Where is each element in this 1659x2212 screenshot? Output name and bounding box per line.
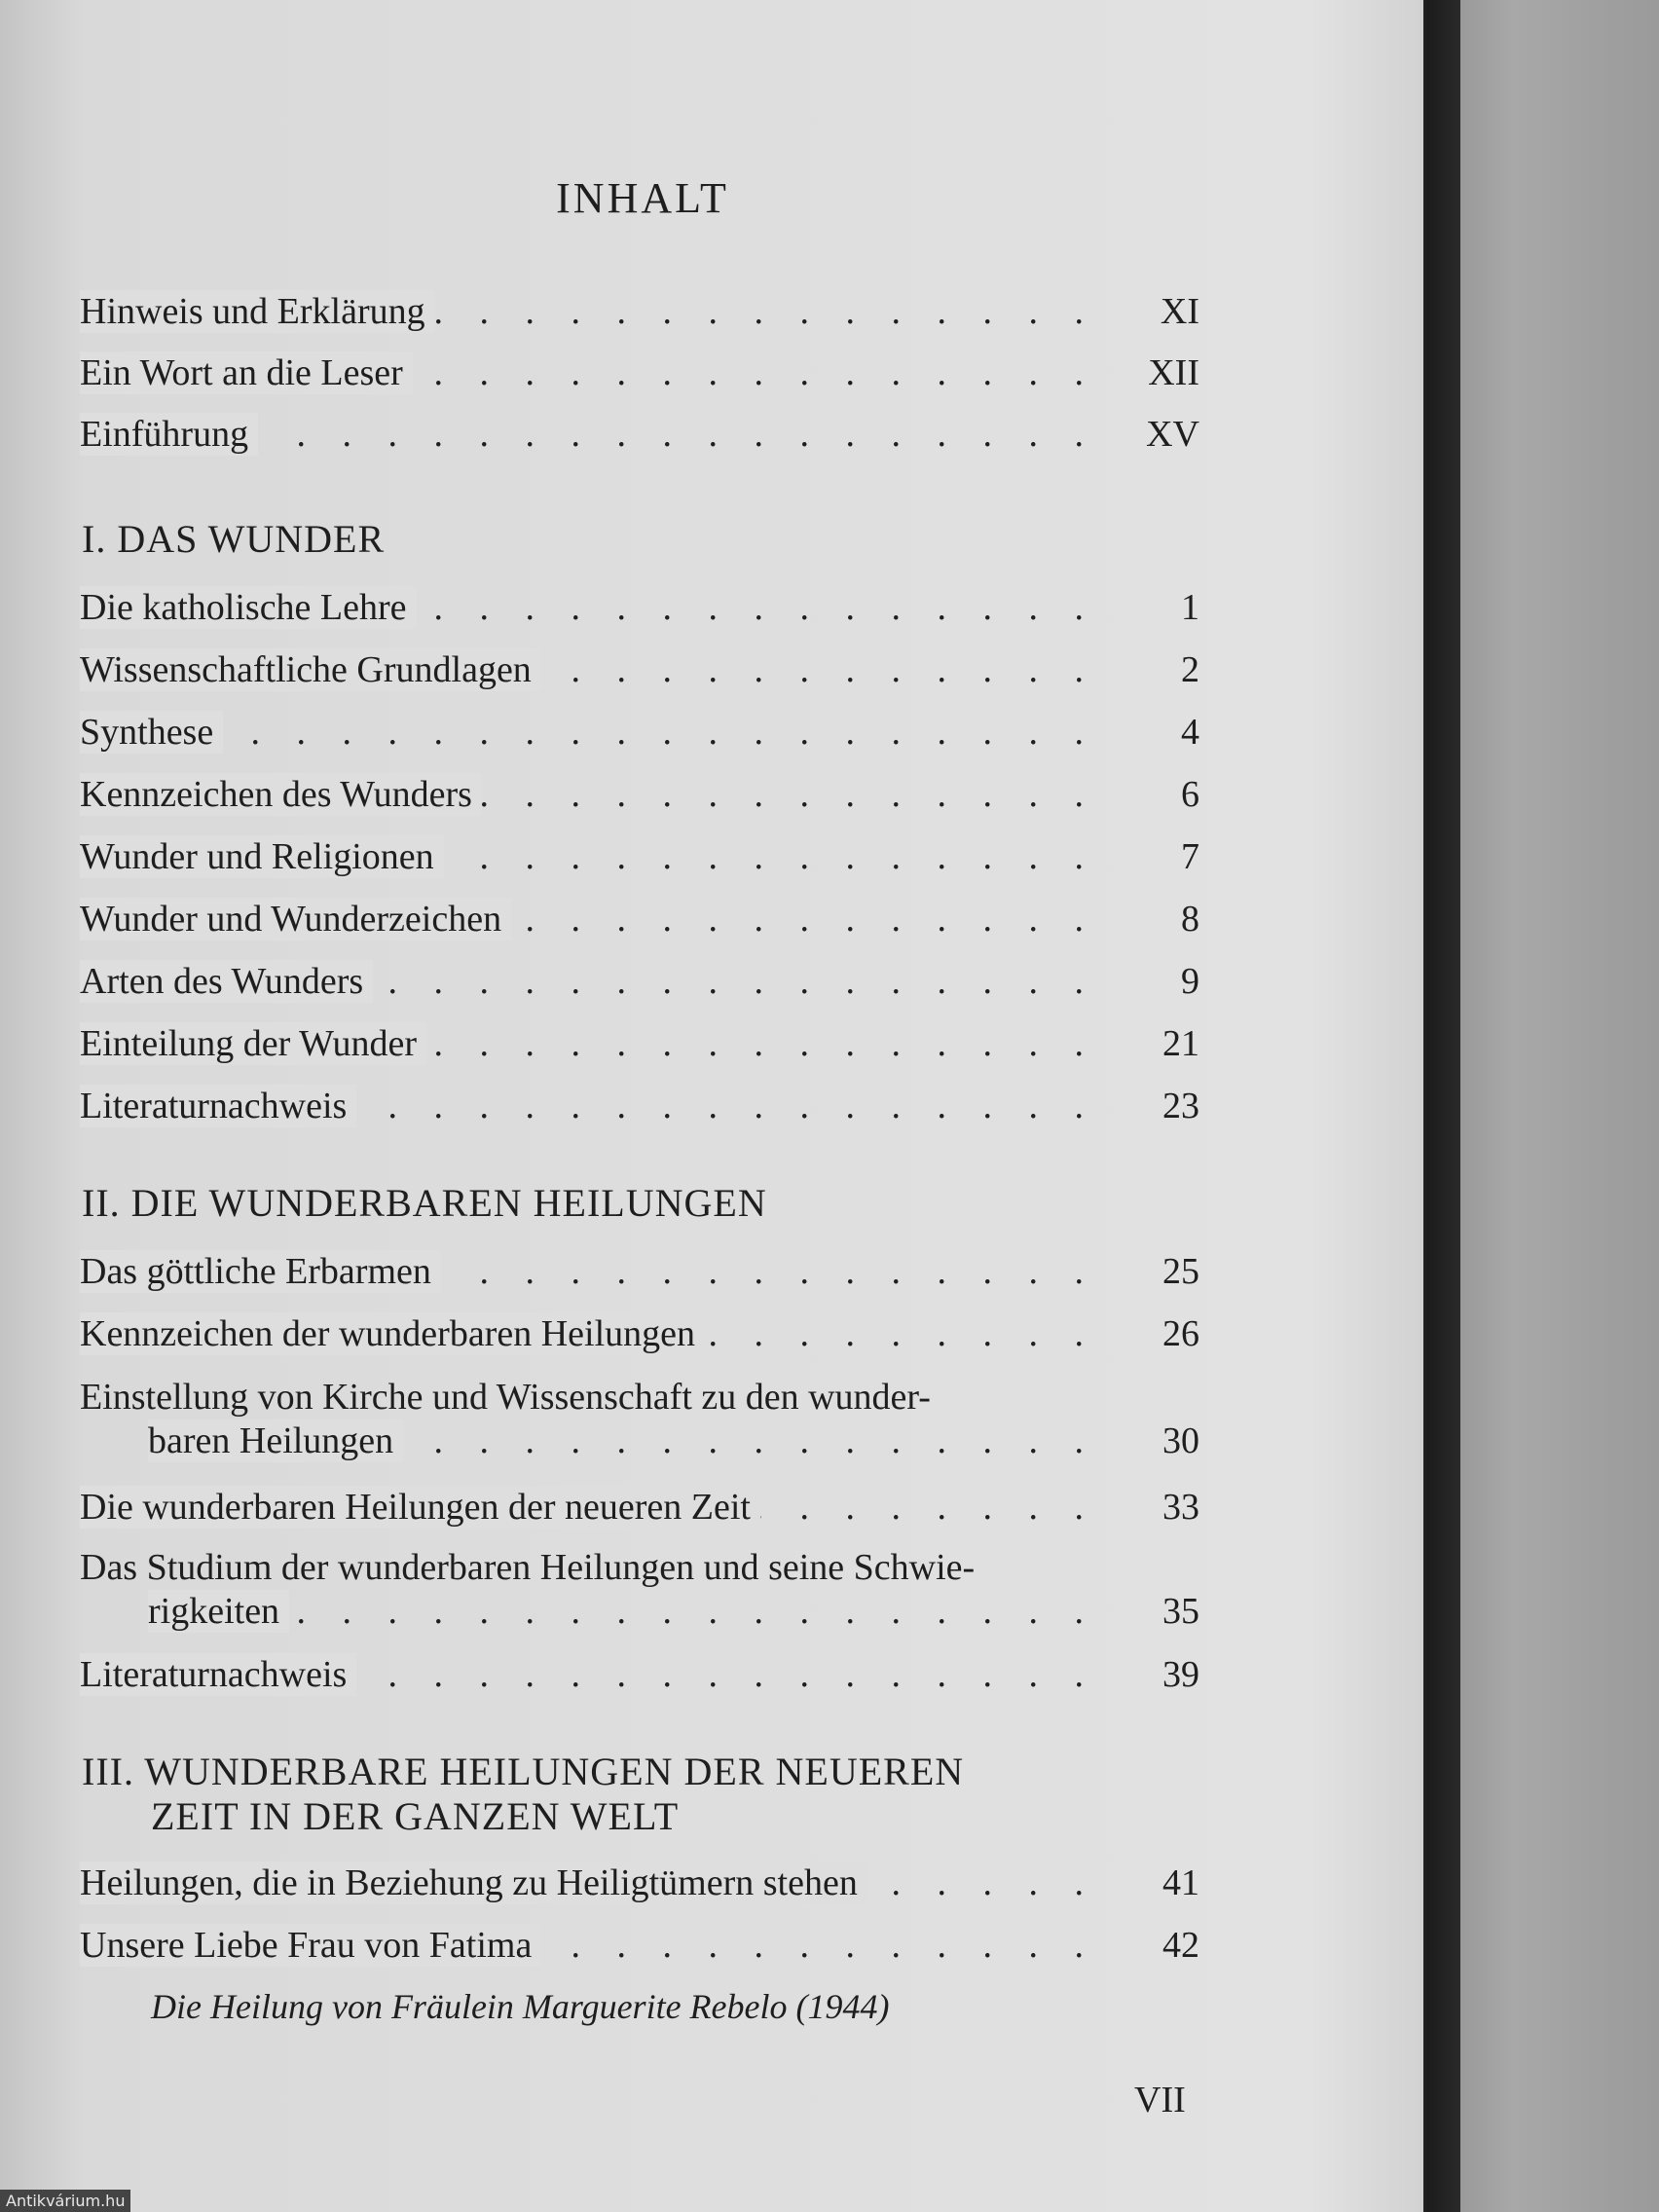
toc-entry	[80, 898, 1199, 956]
toc-entry-page: 25	[1162, 1251, 1199, 1292]
toc-entry-title: Literaturnachweis	[80, 1085, 356, 1127]
toc-entry-title-line: Das Studium der wunderbaren Heilungen und seine Schwie-	[80, 1547, 976, 1588]
toc-entry-page: 23	[1162, 1086, 1199, 1126]
toc-entry	[80, 773, 1199, 831]
toc-entry	[80, 1486, 1199, 1544]
toc-entry-page: 8	[1181, 899, 1199, 940]
toc-entry-page: 30	[1162, 1420, 1199, 1461]
toc-entry-page: XII	[1148, 352, 1199, 393]
toc-entry	[80, 835, 1199, 894]
section-heading: III. WUNDERBARE HEILUNGEN DER NEUEREN	[82, 1750, 965, 1793]
toc-entry-title: Das göttliche Erbarmen	[80, 1250, 441, 1293]
toc-entry-title: Arten des Wunders	[80, 960, 373, 1003]
toc-entry-page: 7	[1181, 836, 1199, 877]
toc-entry-page: 39	[1162, 1654, 1199, 1695]
toc-entry	[80, 1250, 1199, 1309]
toc-entry-title: Einteilung der Wunder	[80, 1022, 426, 1065]
toc-entry	[80, 1924, 1199, 1982]
toc-entry-page: 6	[1181, 774, 1199, 815]
page-number: VII	[1134, 2080, 1186, 2120]
section-heading: II. DIE WUNDERBAREN HEILUNGEN	[82, 1181, 767, 1225]
toc-entry	[80, 351, 1199, 410]
toc-entry	[148, 1419, 1199, 1478]
toc-entry-page: 9	[1181, 961, 1199, 1002]
toc-entry-page: 33	[1162, 1487, 1199, 1528]
toc-entry-title: Hinweis und Erklärung	[80, 290, 435, 333]
toc-entry	[80, 1022, 1199, 1081]
toc-entry-title: Unsere Liebe Frau von Fatima	[80, 1924, 541, 1967]
toc-entry-title: Synthese	[80, 711, 223, 754]
toc-entry-title: Literaturnachweis	[80, 1653, 356, 1696]
toc-entry-title: Kennzeichen des Wunders	[80, 773, 482, 816]
toc-entry	[80, 711, 1199, 769]
toc-entry-title: Wunder und Religionen	[80, 835, 444, 878]
toc-entry-title: baren Heilungen	[148, 1419, 403, 1462]
page-title: INHALT	[556, 174, 729, 222]
toc-entry-page: 1	[1181, 587, 1199, 628]
watermark: Antikvárium.hu	[0, 2190, 130, 2212]
toc-entry	[80, 413, 1199, 471]
toc-entry-title: Die wunderbaren Heilungen der neueren Zeit	[80, 1486, 760, 1529]
toc-entry	[80, 1862, 1199, 1920]
toc-entry	[80, 648, 1199, 707]
toc-entry-title: Kennzeichen der wunderbaren Heilungen	[80, 1312, 705, 1355]
toc-subentry: Die Heilung von Fräulein Marguerite Rebelo (1944)	[151, 1987, 890, 2026]
section-heading-line2: ZEIT IN DER GANZEN WELT	[151, 1794, 680, 1838]
toc-entry-title-line: Einstellung von Kirche und Wissenschaft zu den wunder-	[80, 1377, 931, 1418]
toc-entry-title: Wissenschaftliche Grundlagen	[80, 648, 541, 691]
toc-entry-title: Ein Wort an die Leser	[80, 351, 413, 394]
section-heading: I. DAS WUNDER	[82, 517, 386, 561]
toc-entry-page: XV	[1146, 414, 1199, 455]
toc-entry	[80, 1312, 1199, 1371]
toc-entry-page: 21	[1162, 1023, 1199, 1064]
toc-entry-page: 41	[1162, 1862, 1199, 1903]
toc-entry-title: Heilungen, die in Beziehung zu Heiligtümern stehen	[80, 1862, 867, 1904]
toc-entry	[80, 960, 1199, 1018]
toc-entry	[80, 290, 1199, 349]
toc-entry-title: Einführung	[80, 413, 258, 456]
toc-entry-page: 2	[1181, 649, 1199, 690]
toc-entry-page: 42	[1162, 1925, 1199, 1966]
toc-entry	[148, 1590, 1199, 1648]
toc-entry-page: 4	[1181, 712, 1199, 753]
toc-entry-title: Die katholische Lehre	[80, 586, 417, 629]
toc-entry-page: XI	[1160, 291, 1199, 332]
toc-entry	[80, 1653, 1199, 1712]
toc-entry-page: 35	[1162, 1591, 1199, 1632]
toc-entry-title: rigkeiten	[148, 1590, 289, 1633]
toc-entry	[80, 1085, 1199, 1143]
toc-entry	[80, 586, 1199, 645]
toc-entry-title: Wunder und Wunderzeichen	[80, 898, 511, 940]
toc-entry-page: 26	[1162, 1313, 1199, 1354]
